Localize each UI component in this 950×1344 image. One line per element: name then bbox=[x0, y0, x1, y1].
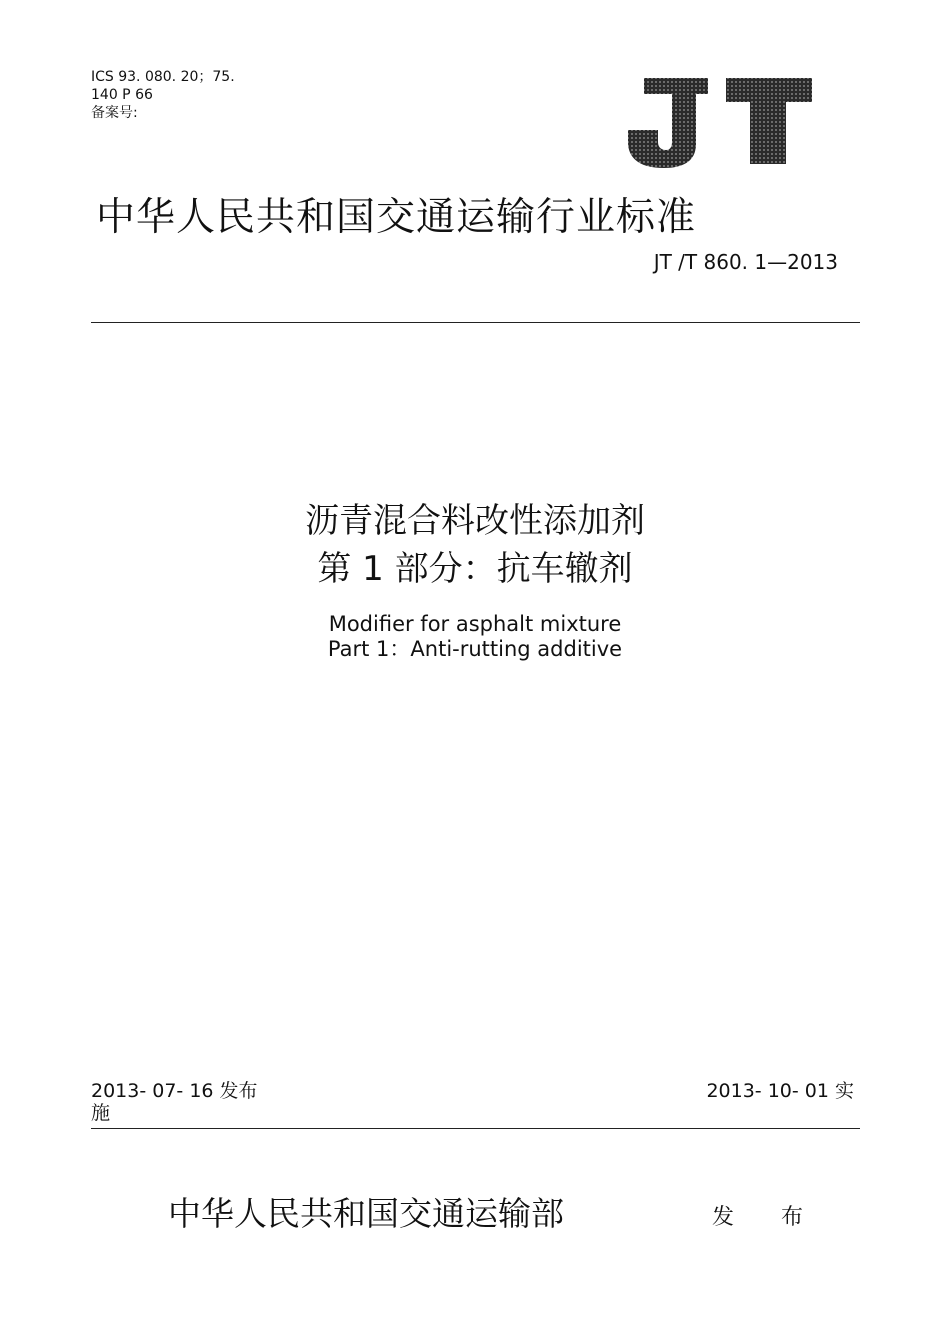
ics-code: ICS 93. 080. 20；75. bbox=[91, 69, 235, 85]
logo-t-shape bbox=[726, 78, 812, 164]
classification-block bbox=[91, 68, 235, 122]
issue-label: 发 布 bbox=[712, 1205, 823, 1230]
logo-j-shape bbox=[628, 78, 708, 168]
publish-date-wrap: 施 bbox=[91, 1102, 111, 1124]
jt-logo-icon bbox=[622, 72, 818, 172]
ccs-code: 140 P 66 bbox=[91, 87, 153, 103]
record-number-label: 备案号: bbox=[91, 105, 138, 121]
title-en-line1: Modifier for asphalt mixture bbox=[328, 612, 622, 636]
standard-number: JT /T 860. 1—2013 bbox=[653, 250, 838, 274]
title-en-line2: Part 1：Anti-rutting additive bbox=[327, 637, 623, 661]
implement-date: 2013- 10- 01 实 bbox=[706, 1080, 854, 1102]
bottom-divider bbox=[91, 1128, 860, 1129]
issuing-authority: 中华人民共和国交通运输部 bbox=[168, 1194, 564, 1233]
standard-category-title: 中华人民共和国交通运输行业标准 bbox=[96, 195, 697, 240]
top-divider bbox=[91, 322, 860, 323]
title-cn-line1: 沥青混合料改性添加剂 bbox=[305, 501, 645, 541]
publish-date bbox=[91, 1080, 281, 1124]
title-cn-line2: 第 1 部分：抗车辙剂 bbox=[317, 549, 633, 589]
publish-date-text: 2013- 07- 16 发布 bbox=[91, 1080, 258, 1102]
